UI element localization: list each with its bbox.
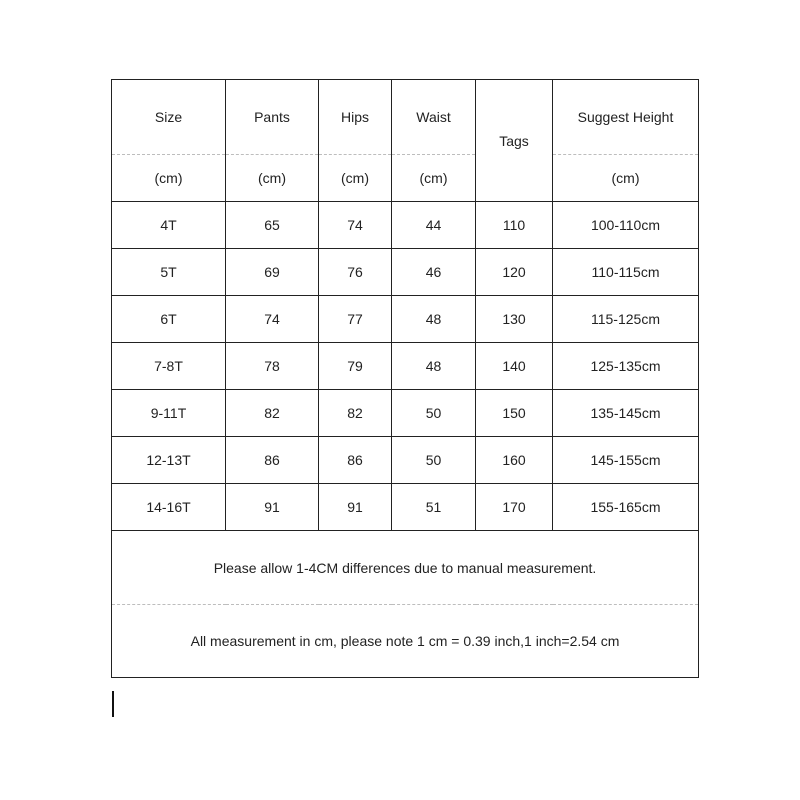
cell-waist: 48 [392,296,476,343]
cell-height: 100-110cm [553,202,699,249]
cell-pants: 86 [226,437,319,484]
table-row [112,249,699,296]
unit-waist: (cm) [392,155,476,202]
cell-hips: 76 [319,249,392,296]
cell-waist: 50 [392,437,476,484]
cell-tags: 120 [476,249,553,296]
cell-waist: 51 [392,484,476,531]
cell-size: 7-8T [112,343,226,390]
cell-size: 14-16T [112,484,226,531]
cell-size: 5T [112,249,226,296]
cell-height: 135-145cm [553,390,699,437]
text-cursor [112,691,114,717]
header-suggest-height: Suggest Height [553,80,699,155]
cell-tags: 140 [476,343,553,390]
cell-pants: 91 [226,484,319,531]
cell-hips: 86 [319,437,392,484]
cell-waist: 46 [392,249,476,296]
cell-tags: 130 [476,296,553,343]
cell-hips: 91 [319,484,392,531]
cell-height: 110-115cm [553,249,699,296]
cell-size: 9-11T [112,390,226,437]
table-row [112,343,699,390]
unit-suggest-height: (cm) [553,155,699,202]
cell-height: 145-155cm [553,437,699,484]
cell-pants: 65 [226,202,319,249]
cell-waist: 50 [392,390,476,437]
table-row [112,390,699,437]
cell-pants: 82 [226,390,319,437]
cell-pants: 78 [226,343,319,390]
cell-waist: 48 [392,343,476,390]
allowance-note: Please allow 1-4CM differences due to manual measurement. [112,531,699,605]
table-row [112,202,699,249]
cell-hips: 74 [319,202,392,249]
unit-row [112,155,699,202]
cell-tags: 170 [476,484,553,531]
cell-size: 4T [112,202,226,249]
cell-size: 12-13T [112,437,226,484]
cell-size: 6T [112,296,226,343]
cell-height: 115-125cm [553,296,699,343]
cell-pants: 74 [226,296,319,343]
table-row [112,437,699,484]
cell-hips: 79 [319,343,392,390]
header-hips: Hips [319,80,392,155]
cell-tags: 110 [476,202,553,249]
cell-hips: 77 [319,296,392,343]
table-row [112,296,699,343]
cell-tags: 160 [476,437,553,484]
header-tags: Tags [476,80,553,202]
cell-hips: 82 [319,390,392,437]
cell-waist: 44 [392,202,476,249]
table-row [112,484,699,531]
cell-height: 155-165cm [553,484,699,531]
header-row [112,80,699,155]
unit-hips: (cm) [319,155,392,202]
size-chart-table [111,79,699,678]
conversion-note: All measurement in cm, please note 1 cm = 0.39 inch,1 inch=2.54 cm [112,605,699,678]
unit-size: (cm) [112,155,226,202]
header-waist: Waist [392,80,476,155]
cell-tags: 150 [476,390,553,437]
header-pants: Pants [226,80,319,155]
note-row [112,531,699,605]
note-row [112,605,699,678]
header-size: Size [112,80,226,155]
unit-pants: (cm) [226,155,319,202]
cell-pants: 69 [226,249,319,296]
cell-height: 125-135cm [553,343,699,390]
